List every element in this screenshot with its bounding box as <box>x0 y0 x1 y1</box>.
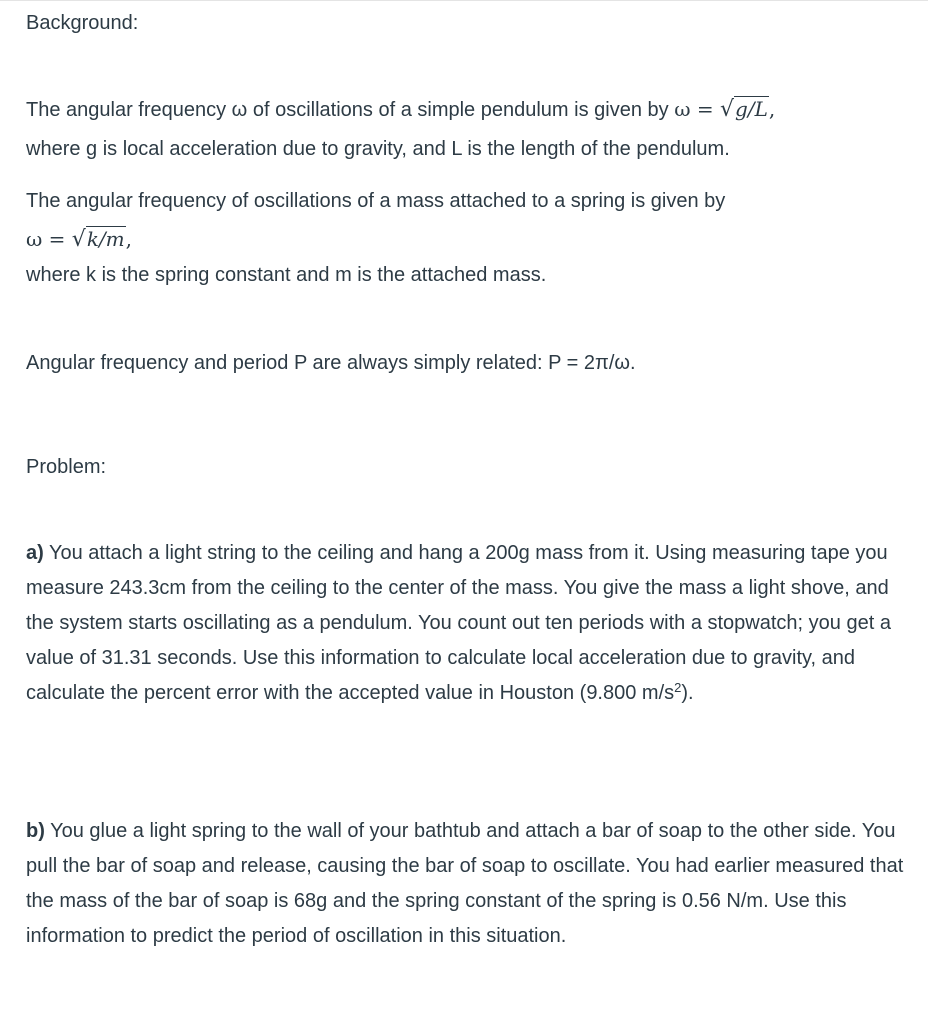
part-a-end: ). <box>681 682 694 704</box>
sqrt-symbol: √g/L <box>720 97 768 122</box>
spring-where <box>26 258 906 292</box>
pendulum-text: The angular frequency ω of oscillations of a simple pendulum is given by <box>26 99 669 121</box>
spring-paragraph <box>26 184 906 218</box>
spring-formula-tail: , <box>125 227 133 251</box>
pendulum-formula <box>674 97 775 121</box>
period-text: Angular frequency and period P are always simply related: P = 2π/ω. <box>26 352 636 374</box>
pendulum-formula-arg: g/L <box>735 97 768 121</box>
pendulum-paragraph <box>26 92 906 127</box>
part-a-paragraph <box>26 536 906 711</box>
sqrt-symbol: √k/m <box>71 227 125 252</box>
part-a-label: a) <box>26 542 44 564</box>
problem-heading <box>26 450 906 484</box>
spring-where-text: where k is the spring constant and m is the attached mass. <box>26 264 547 286</box>
spring-text: The angular frequency of oscillations of a mass attached to a spring is given by <box>26 190 726 212</box>
part-b-text: You glue a light spring to the wall of your bathtub and attach a bar of soap to the other side. You pull the bar of soap and release, causing the bar of soap to oscillate. You had earlier measured that the mass of the bar of soap is 68g and the spring constant of the spring is 0.56 N/m. Use this information to predict the period of oscillation in this situation. <box>26 820 904 947</box>
background-heading <box>26 6 906 40</box>
part-a-exponent: 2 <box>674 680 682 695</box>
pendulum-formula-lhs: ω = <box>674 97 714 121</box>
problem-heading-text: Problem: <box>26 456 107 478</box>
part-a-text: You attach a light string to the ceiling and hang a 200g mass from it. Using measuring tape you measure 243.3cm from the ceiling to the center of the mass. You give the mass a light shove, and the system starts oscillating as a pendulum. You count out ten periods with a stopwatch; you get a value of 31.31 seconds. Use this information to calculate local acceleration due to gravity, and calculate the percent error with the accepted value in Houston (9.800 m/s <box>26 542 891 704</box>
top-divider <box>0 0 928 1</box>
pendulum-where-text: where g is local acceleration due to gravity, and L is the length of the pendulum. <box>26 138 730 160</box>
background-heading-text: Background: <box>26 12 139 34</box>
spring-formula-line <box>26 222 906 257</box>
period-paragraph <box>26 346 906 380</box>
spring-formula-arg: k/m <box>86 227 125 251</box>
part-b-label: b) <box>26 820 45 842</box>
spring-formula <box>26 227 132 251</box>
pendulum-formula-tail: , <box>768 97 776 121</box>
part-b-paragraph <box>26 814 906 954</box>
spring-formula-lhs: ω = <box>26 227 66 251</box>
pendulum-where <box>26 132 906 166</box>
